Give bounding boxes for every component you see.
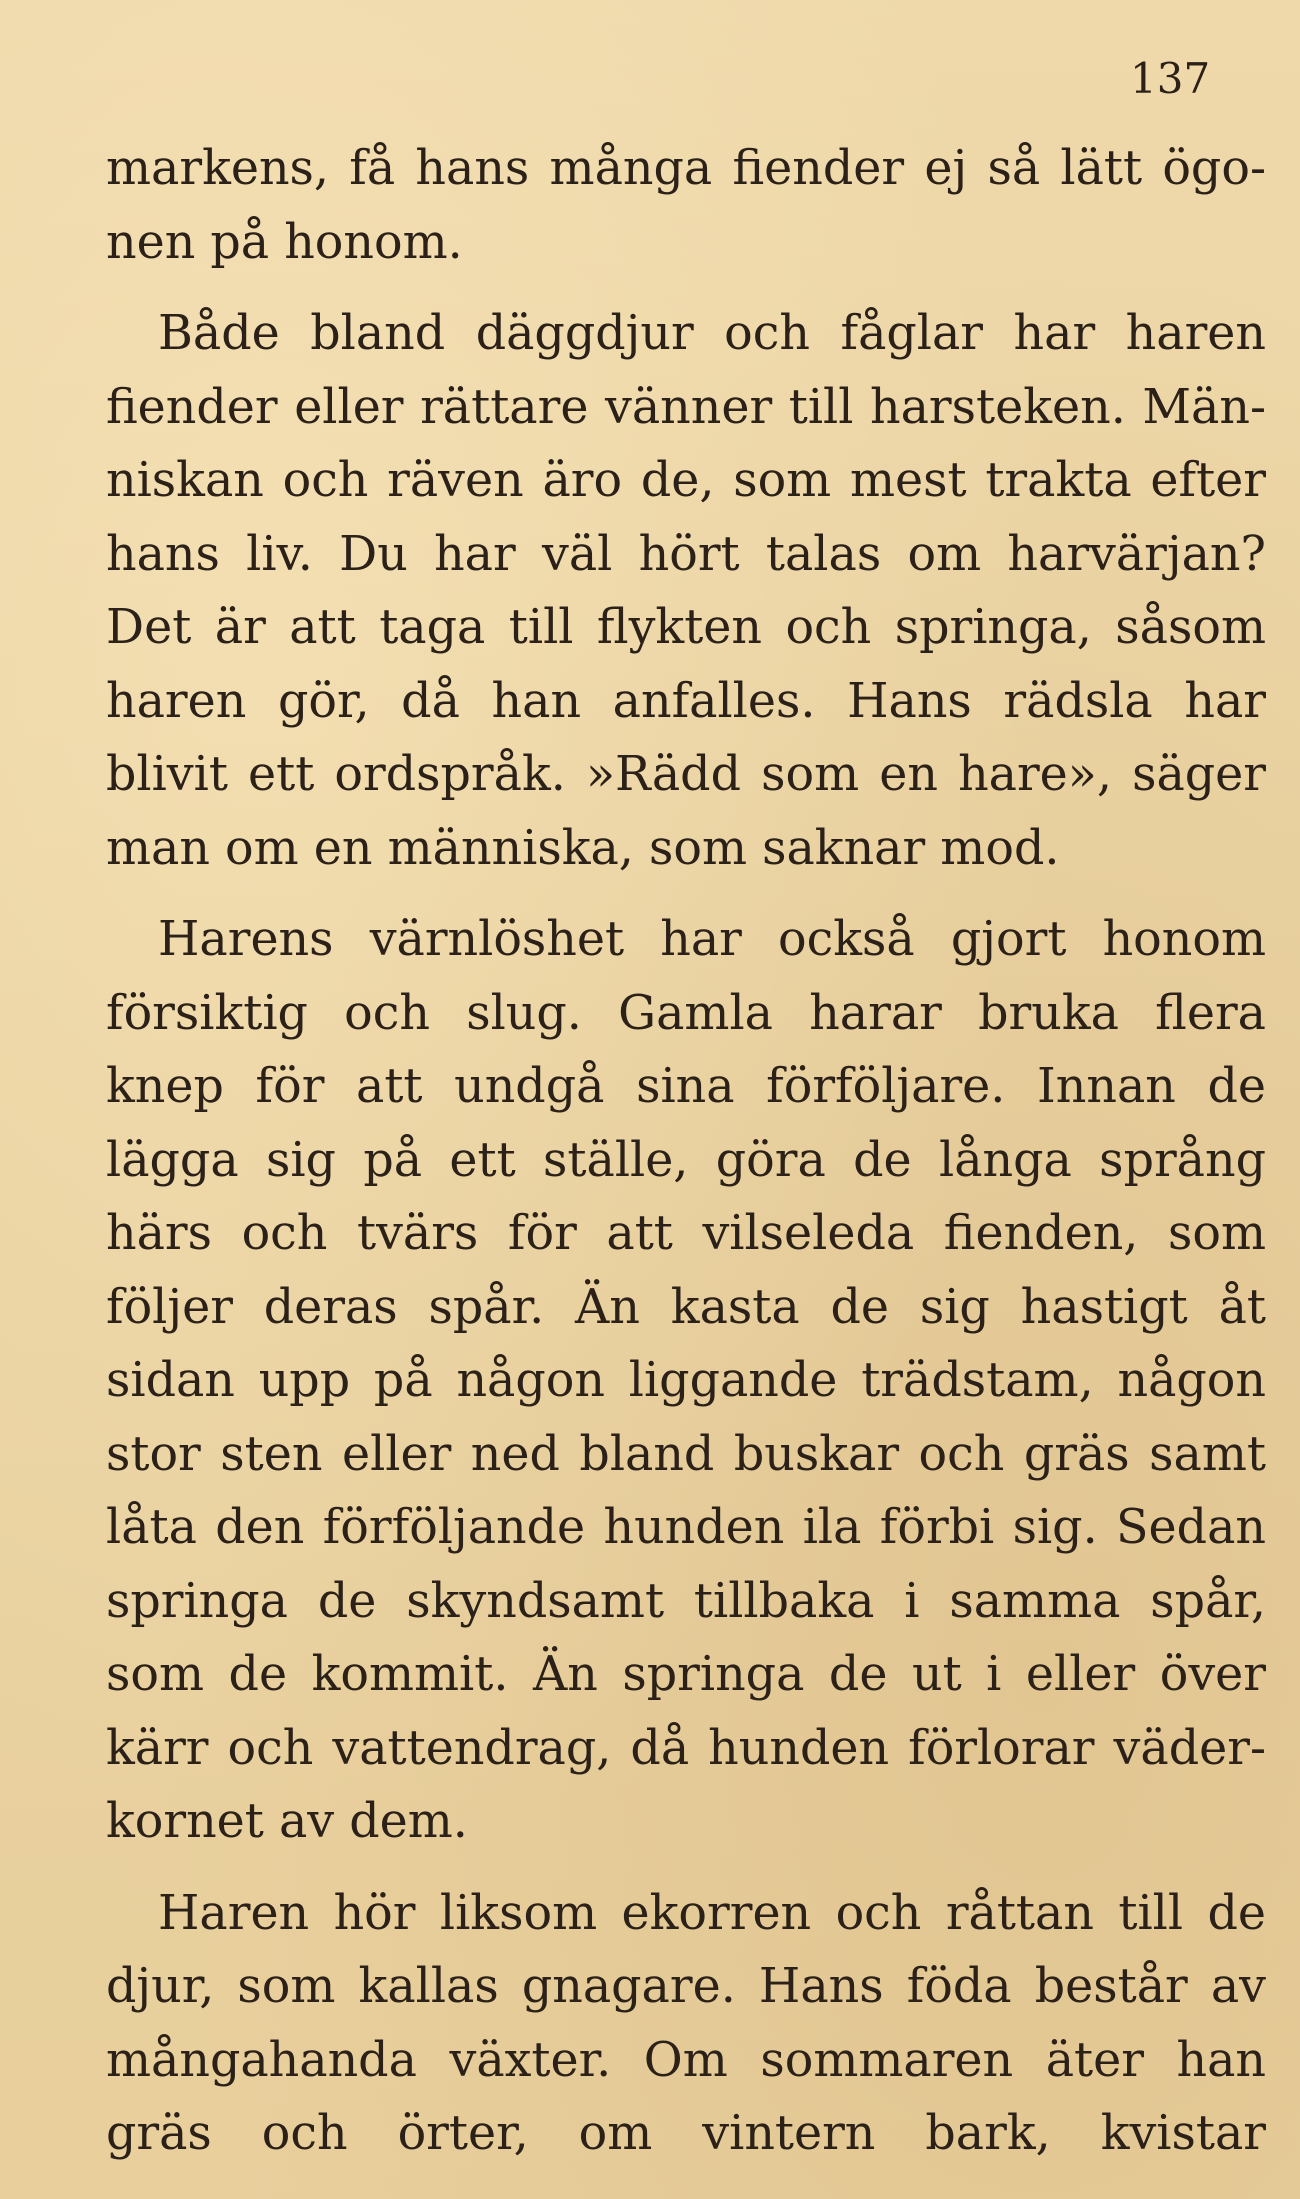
paragraph-1: markens, få hans många fiender ej så lätt ögonen på honom. bbox=[106, 141, 1266, 270]
paragraph-3: Harens värnlöshet har också gjort honom försiktig och slug. Gamla harar bruka flera knep för att undgå sina förföljare. Innan de lägga sig på ett ställe, göra de långa språng härs och tvärs för att vilseleda fienden, som följer deras spår. Än kasta de sig hastigt åt sidan upp på någon liggande trädstam, någon stor sten eller ned bland buskar och gräs samt låta den förföljande hunden ila förbi sig. Sedan springa de skyndsamt tillbaka i samma spår, som de kommit. Än springa de ut i eller över kärr och vattendrag, då hunden förlorar väderkornet av dem. bbox=[106, 912, 1266, 1849]
paragraph-2: Både bland däggdjur och fåglar har haren fiender eller rättare vänner till harsteken. Människan och räven äro de, som mest trakta efter hans liv. Du har väl hört talas om harvärjan? Det är att taga till flykten och springa, såsom haren gör, då han anfalles. Hans rädsla har blivit ett ordspråk. »Rädd som en hare», säger man om en människa, som saknar mod. bbox=[106, 306, 1266, 876]
body-text bbox=[106, 132, 1266, 2171]
paragraph-4: Haren hör liksom ekorren och råttan till de djur, som kallas gnagare. Hans föda består av mångahanda växter. Om sommaren äter han gräs och örter, om vintern bark, kvistar bbox=[106, 1885, 1266, 2161]
page-number: 137 bbox=[1130, 54, 1211, 103]
